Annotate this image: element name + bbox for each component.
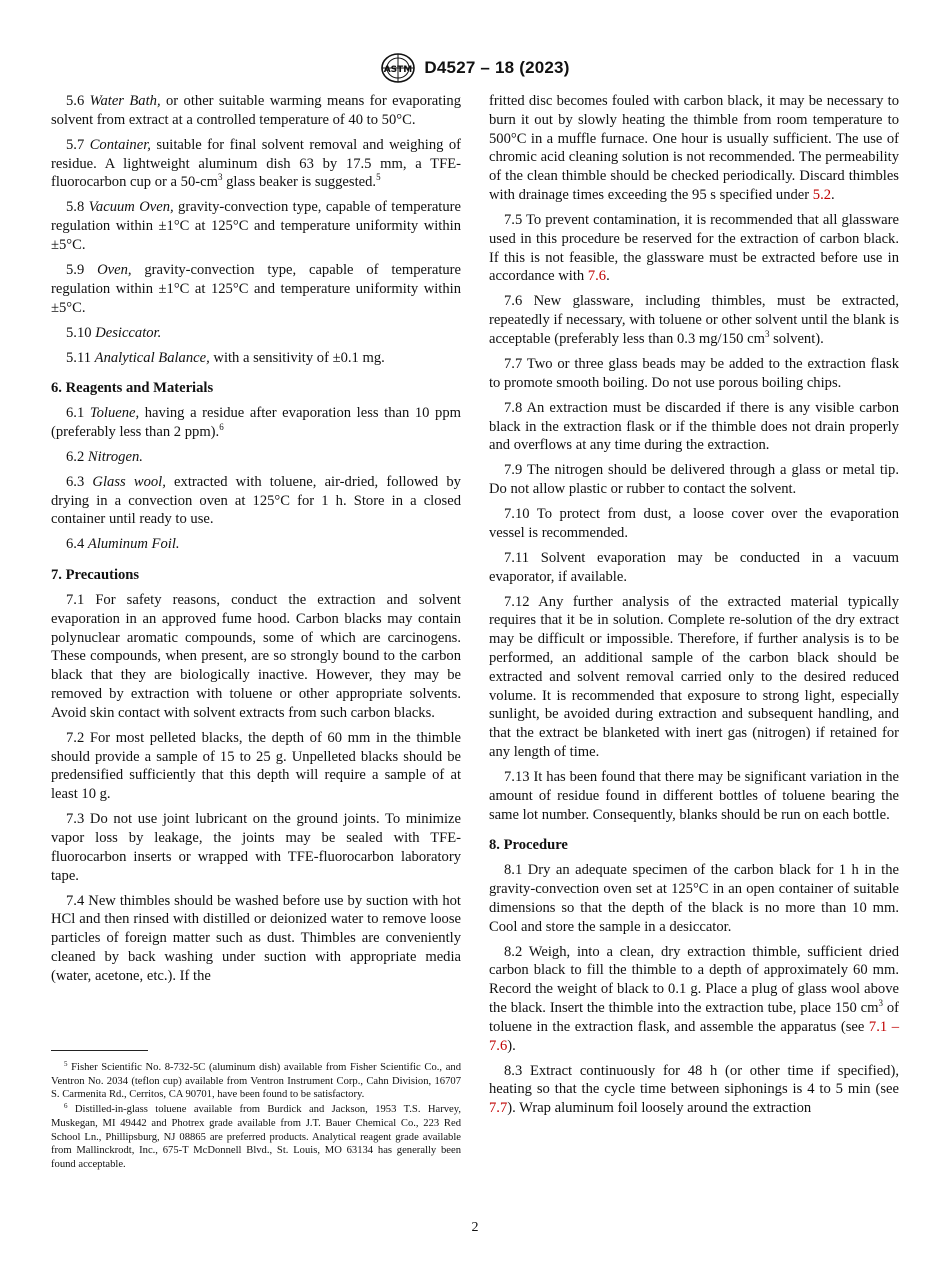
para-7-13: 7.13 It has been found that there may be significant variation in the amount of residue found in different bottles of toluene bearing the same lot number. Consequently, blanks should be run on each bottle. xyxy=(489,768,899,823)
footnote-5: $^5$ Fisher Scientific No. 8-732-5C (aluminum dish) available from Fisher Scientific Co., and Ventron No. 2034 (teflon cup) available from Ventron Instrument Corp., Cahn Division, 16707 S. Carmenita Rd., Cerritos, CA 90701, have been found to be satisfactory. xyxy=(51,1060,461,1101)
para-7-4: 7.4 New thimbles should be washed before use by suction with hot HCl and then rinsed with distilled or deionized water to remove loose particles of foreign matter such as dust. Thimbles are conveniently cleaned by back washing under suction with appropriate media (water, acetone, etc.). If the xyxy=(51,892,461,984)
link-7-1-7-6[interactable]: 7.1 – 7.6 xyxy=(489,1018,900,1054)
section-heading-7: 7. Precautions xyxy=(51,567,140,584)
left-column xyxy=(51,92,461,992)
para-6-4: 6.4 Aluminum Foil. xyxy=(66,536,180,553)
svg-text:ASTM: ASTM xyxy=(384,65,413,75)
right-column xyxy=(489,92,899,1124)
para-5-6: 5.6 Water Bath, or other suitable warming means for evaporating solvent from extract at a controlled temperature of 40 to 50°C. xyxy=(51,93,461,128)
footnote-6: $^6$ Distilled-in-glass toluene available from Burdick and Jackson, 1953 T.S. Harvey, Muskegan, MI 49442 and Photrex grade available from J.T. Bauer Chemical Co., 223 Red School Ln., Phillipsburg, NJ 08865 are preferred products. Analytical reagent grade available from Mallinckrodt, Inc., 675-T McDonnell Blvd., St. Louis, MO 63134 has generally been found acceptable. xyxy=(51,1102,461,1170)
para-5-10: 5.10 Desiccator. xyxy=(66,324,162,341)
para-8-3: 8.3 Extract continuously for 48 h (or other time if specified), heating so that the cycle time between siphonings is 4 to 5 min (see 7.7). Wrap aluminum foil loosely around the extraction xyxy=(489,1062,899,1117)
link-5-2[interactable]: 5.2 xyxy=(812,186,832,203)
para-7-2: 7.2 For most pelleted blacks, the depth of 60 mm in the thimble should provide a sample of 15 to 25 g. Unpelleted blacks should be predensified sufficiently that this depth will require a sample of at least 10 g. xyxy=(51,729,461,803)
para-7-10: 7.10 To protect from dust, a loose cover over the evaporation vessel is recommended. xyxy=(489,506,899,541)
para-7-7: 7.7 Two or three glass beads may be added to the extraction flask to promote smooth boiling. Do not use porous boiling chips. xyxy=(489,355,899,391)
para-6-3: 6.3 Glass wool, extracted with toluene, air-dried, followed by drying in a convection oven at 125°C for 1 h. Store in a closed container until ready to use. xyxy=(51,473,461,528)
para-7-11: 7.11 Solvent evaporation may be conducted in a vacuum evaporator, if available. xyxy=(489,549,899,585)
document-code: D4527 – 18 (2023) xyxy=(424,58,570,77)
para-7-5: 7.5 To prevent contamination, it is recommended that all glassware used in this procedure be reserved for the extraction of carbon black. If this is not feasible, the glassware must be extracted before use in accordance with 7.6. xyxy=(489,211,899,285)
para-5-9: 5.9 Oven, gravity-convection type, capable of temperature regulation within ±1°C at 125°C and temperature uniformity within ±5°C. xyxy=(51,261,462,316)
para-8-2: 8.2 Weigh, into a clean, dry extraction thimble, sufficient dried carbon black to fill the thimble to a depth of approximately 60 mm. Record the weight of black to 0.1 g. Place a plug of glass wool above the black. Insert the thimble into the extraction tube, place 150 $cm^3$ of toluene in the extraction flask, and assemble the apparatus (see 7.1 – 7.6). xyxy=(489,943,900,1054)
para-5-8: 5.8 Vacuum Oven, gravity-convection type, capable of temperature regulation within ±1°C at 125°C and temperature uniformity within ±5°C. xyxy=(51,199,461,253)
para-5-11: 5.11 Analytical Balance, with a sensitivity of ±0.1 mg. xyxy=(66,349,385,366)
para-7-3: 7.3 Do not use joint lubricant on the ground joints. To minimize vapor loss by leakage, the joints may be sealed with TFE-fluorocarbon inserts or wrapped with TFE-fluorocarbon laboratory tape. xyxy=(51,811,461,884)
link-7-7[interactable]: 7.7 xyxy=(489,1100,508,1117)
astm-logo-icon xyxy=(380,52,416,84)
footnotes xyxy=(51,1061,461,1173)
page-header xyxy=(0,52,950,84)
footnote-divider xyxy=(51,1050,148,1051)
para-5-7: 5.7 Container, suitable for final solvent removal and weighing of residue. A lightweight aluminum dish 63 by 17.5 mm, a TFE-fluorocarbon cup or a $50-cm^3$ glass beaker is suggested.$^5$ xyxy=(51,136,461,191)
para-7-9: 7.9 The nitrogen should be delivered through a glass or metal tip. Do not allow plastic or rubber to contact the solvent. xyxy=(489,462,899,498)
para-7-12: 7.12 Any further analysis of the extracted material typically requires that it be in solution. Complete re-solution of the dry extract may be difficult or impossible. Therefore, if further analysis is to be performed, an additional sample of the carbon black should be extracted and solvent removal carried only to the desired reduced volume. It is recommended that exposure to strong light, especially sunlight, be avoided during extraction and subsequent handling, and that the extract be blanketed with inert gas (nitrogen) if retained for any length of time. xyxy=(489,593,899,760)
section-heading-8: 8. Procedure xyxy=(489,837,568,854)
para-7-1: 7.1 For safety reasons, conduct the extraction and solvent evaporation in an approved fume hood. Carbon blacks may contain polynuclear aromatic compounds, some of which are carcinogens. These compounds, when present, are so strongly bound to the carbon black that they are biologically inactive. However, they may be removed by extraction with toluene or other appropriate solvents. Avoid skin contact with solvent extracts from such carbon blacks. xyxy=(51,592,461,721)
footnote-ref-5: 5 xyxy=(376,172,381,183)
para-8-1: 8.1 Dry an adequate specimen of the carbon black for 1 h in the gravity-convection oven set at 125°C in an open container of suitable dimensions so that the depth of the black is no more than 10 mm. Cool and store the sample in a desiccator. xyxy=(489,862,899,935)
link-7-6[interactable]: 7.6 xyxy=(587,268,607,285)
para-7-6: 7.6 New glassware, including thimbles, must be extracted, repeatedly if necessary, with toluene or other solvent until the blank is acceptable (preferably less than 0.3 mg/150 $cm^3$ solvent). xyxy=(489,293,899,347)
para-7-4-continued: fritted disc becomes fouled with carbon black, it may be necessary to burn it out by slowly heating the thimble from room temperature to 500°C in a muffle furnace. One hour is usually sufficient. The use of chromic acid cleaning solution is not recommended. The permeability of the clean thimble should be checked periodically. Discard thimbles with drainage times exceeding the 95 s specified under 5.2. xyxy=(489,93,899,203)
page-number: 2 xyxy=(471,1220,479,1235)
section-heading-6: 6. Reagents and Materials xyxy=(51,380,214,397)
para-7-8: 7.8 An extraction must be discarded if there is any visible carbon black in the extraction flask or if the thimble does not drain properly and overflows at any time during the extraction. xyxy=(489,399,899,454)
para-6-1: 6.1 Toluene, having a residue after evaporation less than 10 ppm (preferably less than 2 ppm).$^6$ xyxy=(51,405,461,440)
footnote-ref-6: 6 xyxy=(219,421,224,432)
para-6-2: 6.2 Nitrogen. xyxy=(66,448,143,465)
